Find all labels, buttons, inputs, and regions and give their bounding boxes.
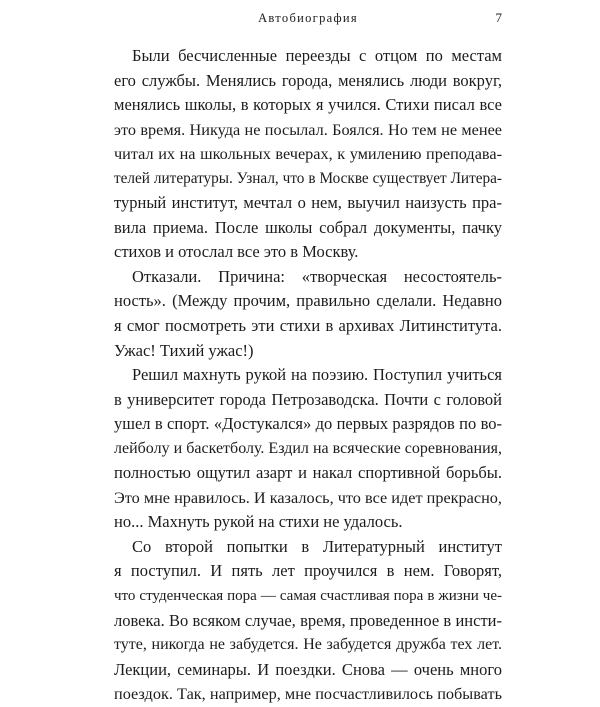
running-title: Автобиография (258, 11, 358, 25)
text-line: но... Махнуть рукой на стихи не удалось. (114, 512, 403, 532)
text-line: я смог посмотреть эти стихи в архивах Литинститута. (114, 316, 502, 336)
text-line: Ужас! Тихий ужас!) (114, 340, 254, 360)
paragraph (114, 535, 502, 707)
text-line: Это мне нравилось. И казалось, что все идет прекрасно, (114, 488, 502, 507)
text-line: ушел в спорт. «Достукался» до первых разрядов по во- (114, 414, 502, 434)
text-line: это время. Никуда не посылал. Боялся. Но тем не менее (114, 120, 502, 139)
text-line: что студенческая пора — самая счастливая пора в жизни че- (114, 588, 502, 605)
text-line: турный институт, мечтал о нем, выучил наизусть пра- (114, 193, 502, 213)
text-line: ловека. Во всяком случае, время, проведенное в инсти- (114, 610, 502, 630)
paragraph (114, 265, 502, 363)
text-line: менялись школы, в которых я учился. Стихи писал все (114, 95, 502, 115)
text-line: Лекции, семинары. И поездки. Снова — очень много (114, 659, 502, 679)
text-line: Со второй попытки в Литературный институт (132, 536, 502, 556)
running-head (114, 9, 502, 27)
text-line: поездок. Так, например, мне посчастливилось побывать (114, 685, 502, 704)
body-text (114, 44, 502, 707)
text-line: телей литературы. Узнал, что в Москве существует Литера- (114, 169, 502, 187)
text-line: Решил махнуть рукой на поэзию. Поступил учиться (132, 365, 502, 385)
paragraph (114, 44, 502, 265)
text-line: лейболу и баскетболу. Ездил на всяческие соревнования, (114, 439, 502, 457)
paragraph (114, 363, 502, 535)
text-line: полностью ощутил азарт и накал спортивной борьбы. (114, 463, 502, 483)
text-line: в университет города Петрозаводска. Почти с головой (114, 389, 502, 409)
text-line: туте, никогда не забудется. Не забудется дружба тех лет. (114, 636, 502, 654)
text-line: вила приема. После школы собрал документы, пачку (114, 217, 502, 237)
text-line: читал их на школьных вечерах, к умилению преподава- (114, 145, 502, 164)
text-line: его службы. Менялись города, менялись люди вокруг, (114, 70, 502, 90)
text-line: я поступил. И пять лет проучился в нем. Говорят, (114, 561, 502, 581)
text-line: Отказали. Причина: «творческая несостоятель- (132, 266, 502, 286)
text-line: стихов и отослал все это в Москву. (114, 242, 359, 262)
text-line: ность». (Между прочим, правильно сделали. Недавно (114, 291, 502, 311)
text-line: Были бесчисленные переезды с отцом по местам (132, 46, 502, 65)
page-number: 7 (495, 10, 502, 25)
